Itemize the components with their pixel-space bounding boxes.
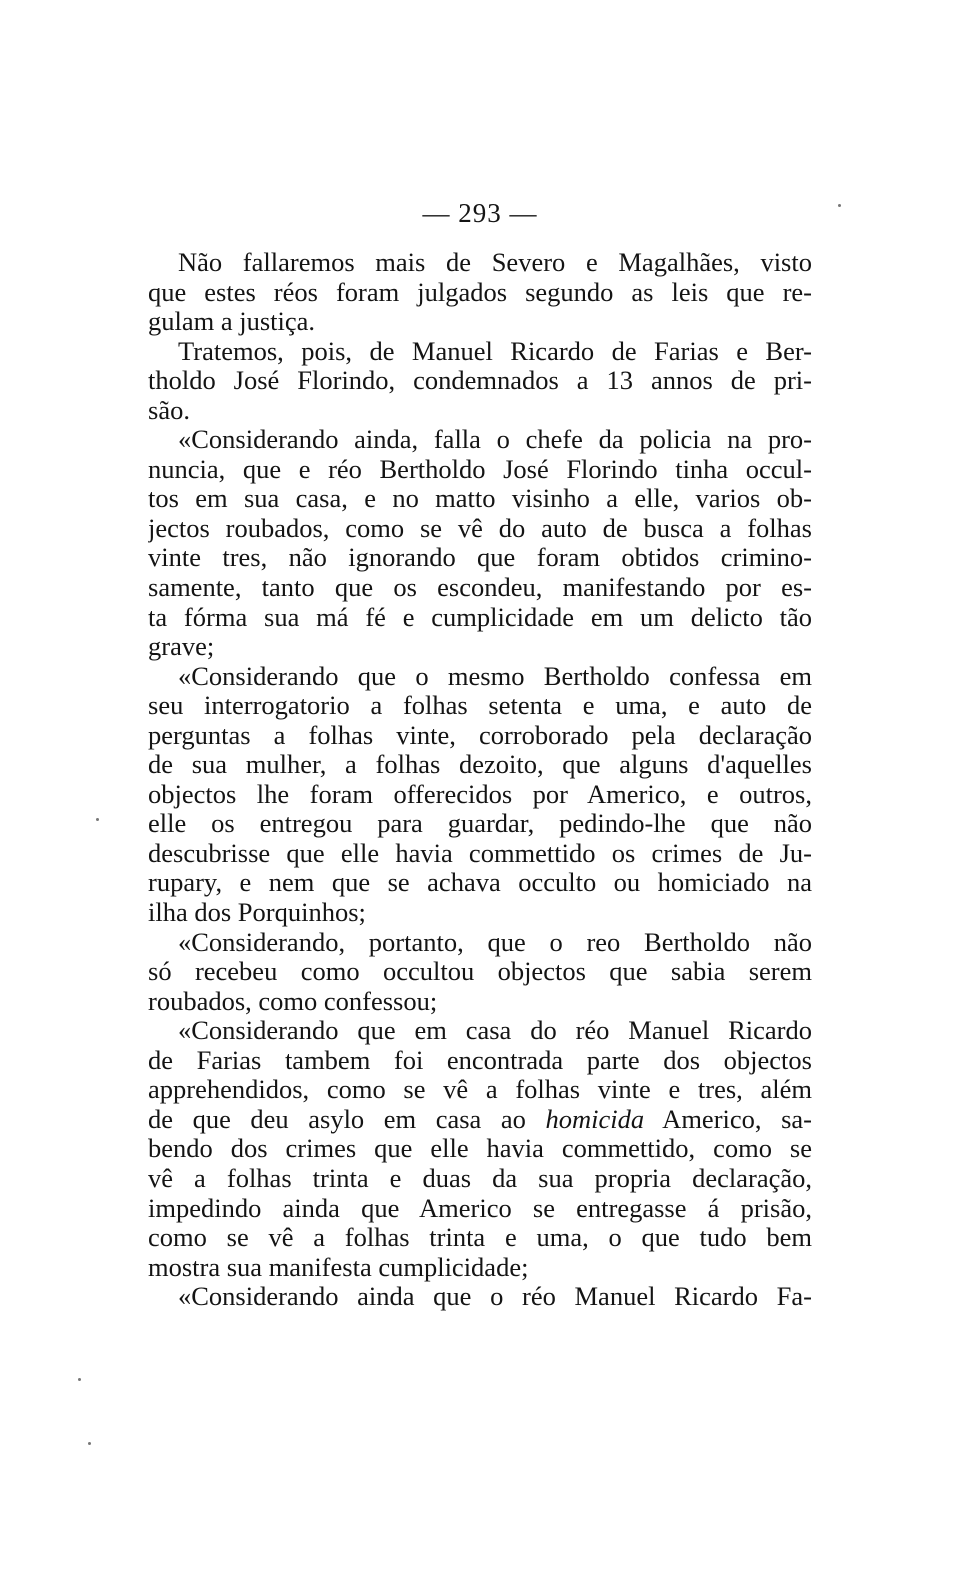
text-line: de Farias tambem foi encontrada parte dos objectos <box>148 1045 812 1075</box>
text-line: são. <box>148 395 190 425</box>
text-line: elle os entregou para guardar, pedindo-lhe que não <box>148 809 812 839</box>
scan-speck <box>78 1378 81 1381</box>
text-line: vê a folhas trinta e duas da sua propria declaração, <box>148 1163 812 1193</box>
text-line-with-italic <box>148 1105 812 1135</box>
text-line: perguntas a folhas vinte, corroborado pela declaração <box>148 720 812 750</box>
text-line: apprehendidos, como se vê a folhas vinte e tres, além <box>148 1075 812 1105</box>
text-line: só recebeu como occultou objectos que sabia serem <box>148 957 812 987</box>
text-fragment: Americo, sa- <box>644 1104 812 1134</box>
text-line: «Considerando ainda, falla o chefe da policia na pro- <box>178 425 812 455</box>
text-line: que estes réos foram julgados segundo as leis que re- <box>148 277 812 307</box>
text-line: vinte tres, não ignorando que foram obtidos crimino- <box>148 543 812 573</box>
text-line: impedindo ainda que Americo se entregasse á prisão, <box>148 1193 812 1223</box>
scan-speck <box>88 1442 91 1445</box>
text-line: rupary, e nem que se achava occulto ou homiciado na <box>148 868 812 898</box>
text-line: mostra sua manifesta cumplicidade; <box>148 1252 529 1282</box>
text-line: roubados, como confessou; <box>148 986 438 1016</box>
body-text <box>148 248 812 1312</box>
text-line: nuncia, que e réo Bertholdo José Florindo tinha occul- <box>148 454 812 484</box>
text-line: grave; <box>148 632 215 662</box>
scan-speck <box>838 204 841 207</box>
text-line: objectos lhe foram offerecidos por Americo, e outros, <box>148 779 812 809</box>
italic-word-homicida: homicida <box>545 1104 645 1134</box>
text-line: ilha dos Porquinhos; <box>148 898 366 928</box>
text-line: Tratemos, pois, de Manuel Ricardo de Farias e Ber- <box>178 336 812 366</box>
text-line: descubrisse que elle havia commettido os crimes de Ju- <box>148 838 812 868</box>
scan-speck <box>96 818 99 821</box>
text-line: «Considerando que o mesmo Bertholdo confessa em <box>178 661 812 691</box>
text-line: gulam a justiça. <box>148 307 316 337</box>
page-number: — 293 — <box>422 198 538 228</box>
text-line: «Considerando, portanto, que o reo Bertholdo não <box>178 927 812 957</box>
text-line: como se vê a folhas trinta e uma, o que tudo bem <box>148 1223 812 1253</box>
text-line: samente, tanto que os escondeu, manifestando por es- <box>148 573 812 603</box>
text-line: jectos roubados, como se vê do auto de busca a folhas <box>148 513 812 543</box>
text-line: tos em sua casa, e no matto visinho a elle, varios ob- <box>148 484 812 514</box>
text-line: ta fórma sua má fé e cumplicidade em um delicto tão <box>148 602 812 632</box>
text-fragment: de que deu asylo em casa ao <box>148 1104 546 1134</box>
text-line: «Considerando que em casa do réo Manuel Ricardo <box>178 1016 812 1046</box>
text-line: tholdo José Florindo, condemnados a 13 annos de pri- <box>148 366 812 396</box>
text-line: seu interrogatorio a folhas setenta e uma, e auto de <box>148 691 812 721</box>
text-line: «Considerando ainda que o réo Manuel Ricardo Fa- <box>178 1282 812 1312</box>
text-line: Não fallaremos mais de Severo e Magalhães, visto <box>178 248 812 277</box>
text-line: bendo dos crimes que elle havia commettido, como se <box>148 1134 812 1164</box>
text-line: de sua mulher, a folhas dezoito, que alguns d'aquelles <box>148 750 812 780</box>
